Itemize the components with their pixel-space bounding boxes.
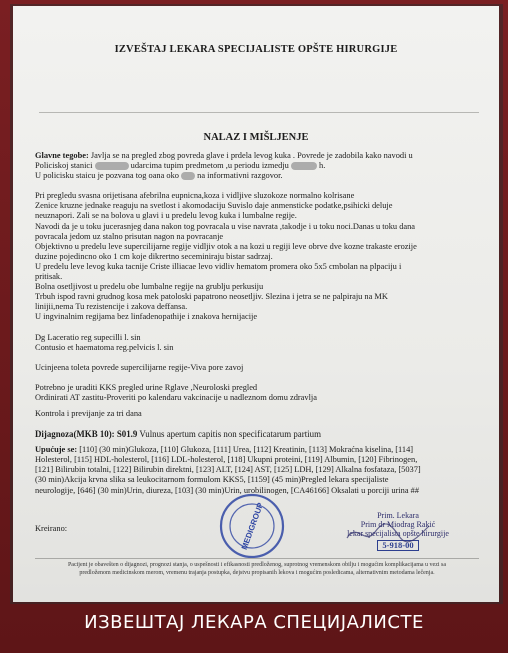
exam-line: Objektivno u predelu leve supercilijarne regije vidljiv otok a na kozi u regiji leve obrve dve kozne trakaste erozije: [35, 241, 417, 251]
treatment-line: Ucinjeena toleta povrede supercilijarne regije-Viva pore zavoj: [35, 362, 244, 372]
referral-label: Upućuje se:: [35, 445, 78, 455]
dg-line: Contusio et haematoma reg.pelvicis l. sin: [35, 342, 174, 352]
footer-line: predloženom medicinskom merom, vremenu trajanja postupka, dejstvu propisanih lekova i mogućim posledicama, alternativnim metodama lečenja.: [79, 569, 435, 576]
round-stamp: [218, 492, 286, 560]
diagnosis-text: Vulnus apertum capitis non specificatarum partium: [139, 429, 321, 440]
exam-line: povracala jedom uz stalno prisutan nagon na povracanje: [35, 231, 224, 241]
referral-line: (30 min)Akcija krvna slika sa leukocitarnom formulom KKS5, [1159] (45 min)Pregled lekara specijaliste: [35, 475, 389, 485]
exam-line: U predelu leve levog kuka tacnije Criste illiacae levo vidliv hematom promera oko 5x5 cmbolan na plpaciju i: [35, 261, 402, 271]
signature-line: lekar specijalista opšte hirurgije: [347, 529, 449, 538]
redaction-mark: [95, 162, 129, 170]
document-paper: [13, 6, 499, 602]
divider: [39, 112, 479, 113]
redaction-mark: [291, 162, 317, 170]
report-body: [35, 151, 483, 496]
caption: ИЗВЕШТАЈ ЛЕКАРА СПЕЦИЈАЛИСТЕ: [84, 612, 424, 633]
complaints-text: Javlja se na pregled zbog povreda glave i prdela levog kuka . Povrede je zadobila kako navodi u: [90, 151, 413, 160]
referral-line: neurologije, [646] (30 min)Urin, diureza, [103] (30 min)Urin, urobilinogen, [CA46166] Oksalati u porciji urina ##: [35, 485, 420, 495]
footer-line: Pacijent je obavešten o dijagnozi, prognozi stanja, o uspešnosti i efikasnosti predloženog, suprotnog vremenskom obilju i mogućim komplikacijama u vezi sa: [67, 562, 447, 568]
complaints-label: Glavne tegobe:: [35, 151, 89, 160]
exam-line: neuznapori. Zali se na bolova u glavi i u predelu levog kuka i lumbalne regije.: [35, 211, 297, 221]
referral-line: [110] (30 min)Glukoza, [110] Glukoza, [111] Urea, [112] Kreatinin, [113] Mokraćna kiselina, [114]: [79, 445, 414, 455]
created-label: Kreirano:: [35, 524, 68, 533]
document-header: IZVEŠTAJ LEKARA SPECIJALISTE OPŠTE HIRURGIJE: [114, 44, 398, 55]
referral-line: Holesterol, [115] HDL-holesterol, [116] LDL-holesterol, [118] Ukupni proteini, [119] Albumin, [120] Fibrinogen,: [35, 455, 418, 465]
control-line: Kontrola i previjanje za tri dana: [35, 408, 142, 418]
advice-line: Ordinirati AT zastitu-Proveriti po kalendaru vakcinacije u nadleznom domu zdravlja: [35, 392, 317, 402]
complaints-line-2: Policiskoj stanici udarcima tupim predmetom ,u periodu izmedju h.: [35, 161, 326, 171]
exam-line: Zenice kruzne jednake reaguju na svetlost i akomodaciju Suvislo daje anmensticke podatke,psihicki deluje: [35, 201, 393, 211]
handwritten-signature: [343, 518, 433, 548]
exam-findings: [35, 191, 483, 322]
referral-block: [35, 445, 483, 495]
complaints-line: [35, 151, 483, 161]
exam-line: linijii,nema Tu rezistencije i zakova deffansa.: [35, 302, 188, 312]
dg-line: Dg Laceratio reg supecilli l. sin: [35, 332, 141, 342]
exam-line: pritisak.: [35, 272, 63, 282]
signature-code: 5-918-00: [377, 540, 418, 551]
exam-line: Pri pregledu svasna orijetisana afebrilna eupnicna,koza i vidljive sluzokoze normalno kolrisane: [35, 191, 355, 201]
exam-line: Navodi da je u toku jucerasnjeg dana nakon tog povracala u vise navrata ,takodje i u toku noci.Danas u toku dana: [35, 221, 416, 231]
referral-line: [121] Bilirubin totalni, [122] Bilirubin direktni, [123] ALT, [124] AST, [125] LDH, [129] Alkalna fosfataza, [5037]: [35, 465, 421, 475]
consent-footer: [35, 558, 479, 577]
section-title: NALAZ I MIŠLJENJE: [203, 132, 309, 143]
exam-line: Bolna osetljivost u predelu obe lumbalne regije na grublju perkusiju: [35, 282, 264, 292]
redaction-mark: [181, 172, 195, 180]
diagnosis-line: [35, 429, 483, 439]
signature-line: Prim dr Miodrag Rakić: [360, 520, 436, 529]
advice-line: Potrebno je uraditi KKS pregled urine Rglave ,Neuroloski pregled: [35, 382, 258, 392]
complaints-line-3: U policisku staicu je pozvana tog oana oko na informativni razgovor.: [35, 171, 283, 181]
signature-line: Prim. Lekara: [377, 511, 419, 520]
exam-line: Trbuh ispod ravni grudnog kosa mek patoloski papatrono neosetljiv. Slezina i jetra se ne palpiraju na MK: [35, 292, 388, 302]
exam-line: duzine pojedincno oko 1 cm koje dikrertno seceminiraju bistar sadrzaj.: [35, 251, 273, 261]
exam-line: U ingvinalnim regijama bez linfadenopathije i znakova hernijacije: [35, 312, 258, 322]
diagnosis-code: S01.9: [116, 429, 138, 440]
diagnosis-label: Dijagnoza(MKB 10):: [35, 429, 115, 440]
stamp-text: MEDIGROUP: [239, 501, 266, 551]
